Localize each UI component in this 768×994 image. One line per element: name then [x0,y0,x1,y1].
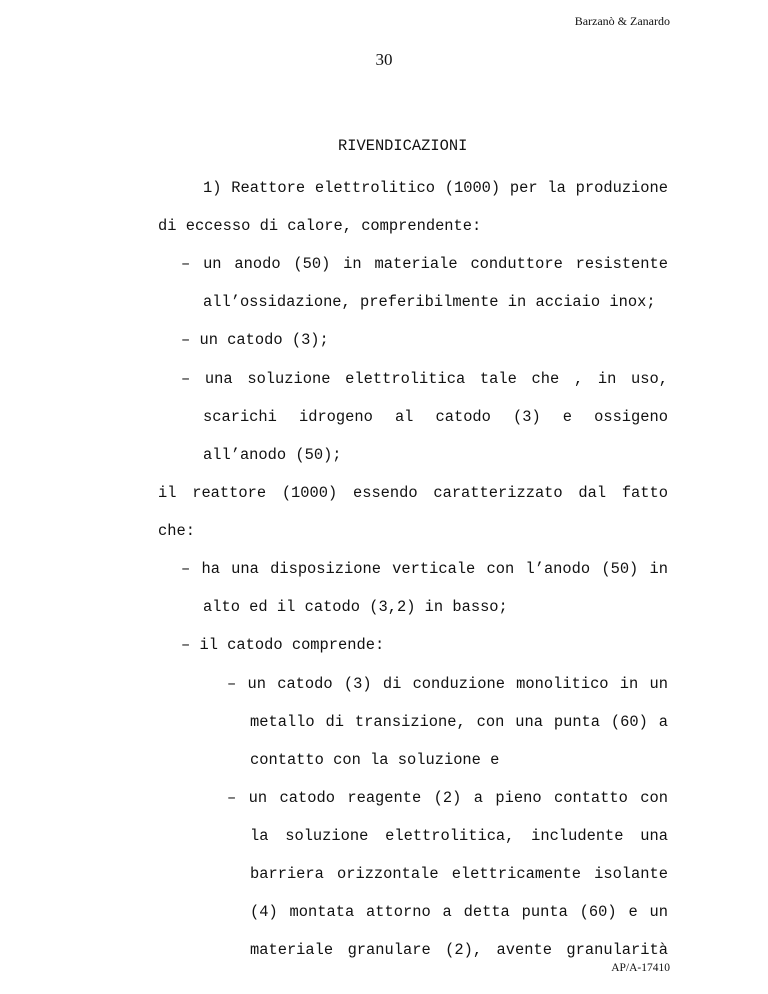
text-line: contatto con la soluzione e [250,751,500,769]
text-line: che: [158,522,195,540]
text-line: scarichi idrogeno al catodo (3) e ossigeno [203,408,668,426]
text-line: all’ossidazione, preferibilmente in acciaio inox; [203,293,656,311]
text-line: – il catodo comprende: [181,636,385,654]
text-line: 1) Reattore elettrolitico (1000) per la produzione [203,179,668,197]
footer-code: AP/A-17410 [611,962,670,974]
text-line: – un catodo reagente (2) a pieno contatto con [227,789,668,807]
text-line: il reattore (1000) essendo caratterizzato dal fatto [158,484,668,502]
text-line: – un catodo (3); [181,331,329,349]
text-line: – ha una disposizione verticale con l’anodo (50) in [181,560,668,578]
text-line: all’anodo (50); [203,446,342,464]
text-line: barriera orizzontale elettricamente isolante [250,865,668,883]
text-line: – una soluzione elettrolitica tale che , in uso, [181,370,668,388]
text-line: di eccesso di calore, comprendente: [158,217,482,235]
header-authors: Barzanò & Zanardo [574,14,670,28]
text-line: – un anodo (50) in materiale conduttore resistente [181,255,668,273]
text-line: (4) montata attorno a detta punta (60) e un [250,903,668,921]
text-line: alto ed il catodo (3,2) in basso; [203,598,508,616]
text-line: – un catodo (3) di conduzione monolitico in un [227,675,668,693]
text-line: metallo di transizione, con una punta (60) a [250,713,668,731]
page-number: 30 [375,50,393,69]
text-line: materiale granulare (2), avente granularità [250,941,668,959]
section-heading: RIVENDICAZIONI [338,137,468,155]
text-line: la soluzione elettrolitica, includente una [250,827,668,845]
